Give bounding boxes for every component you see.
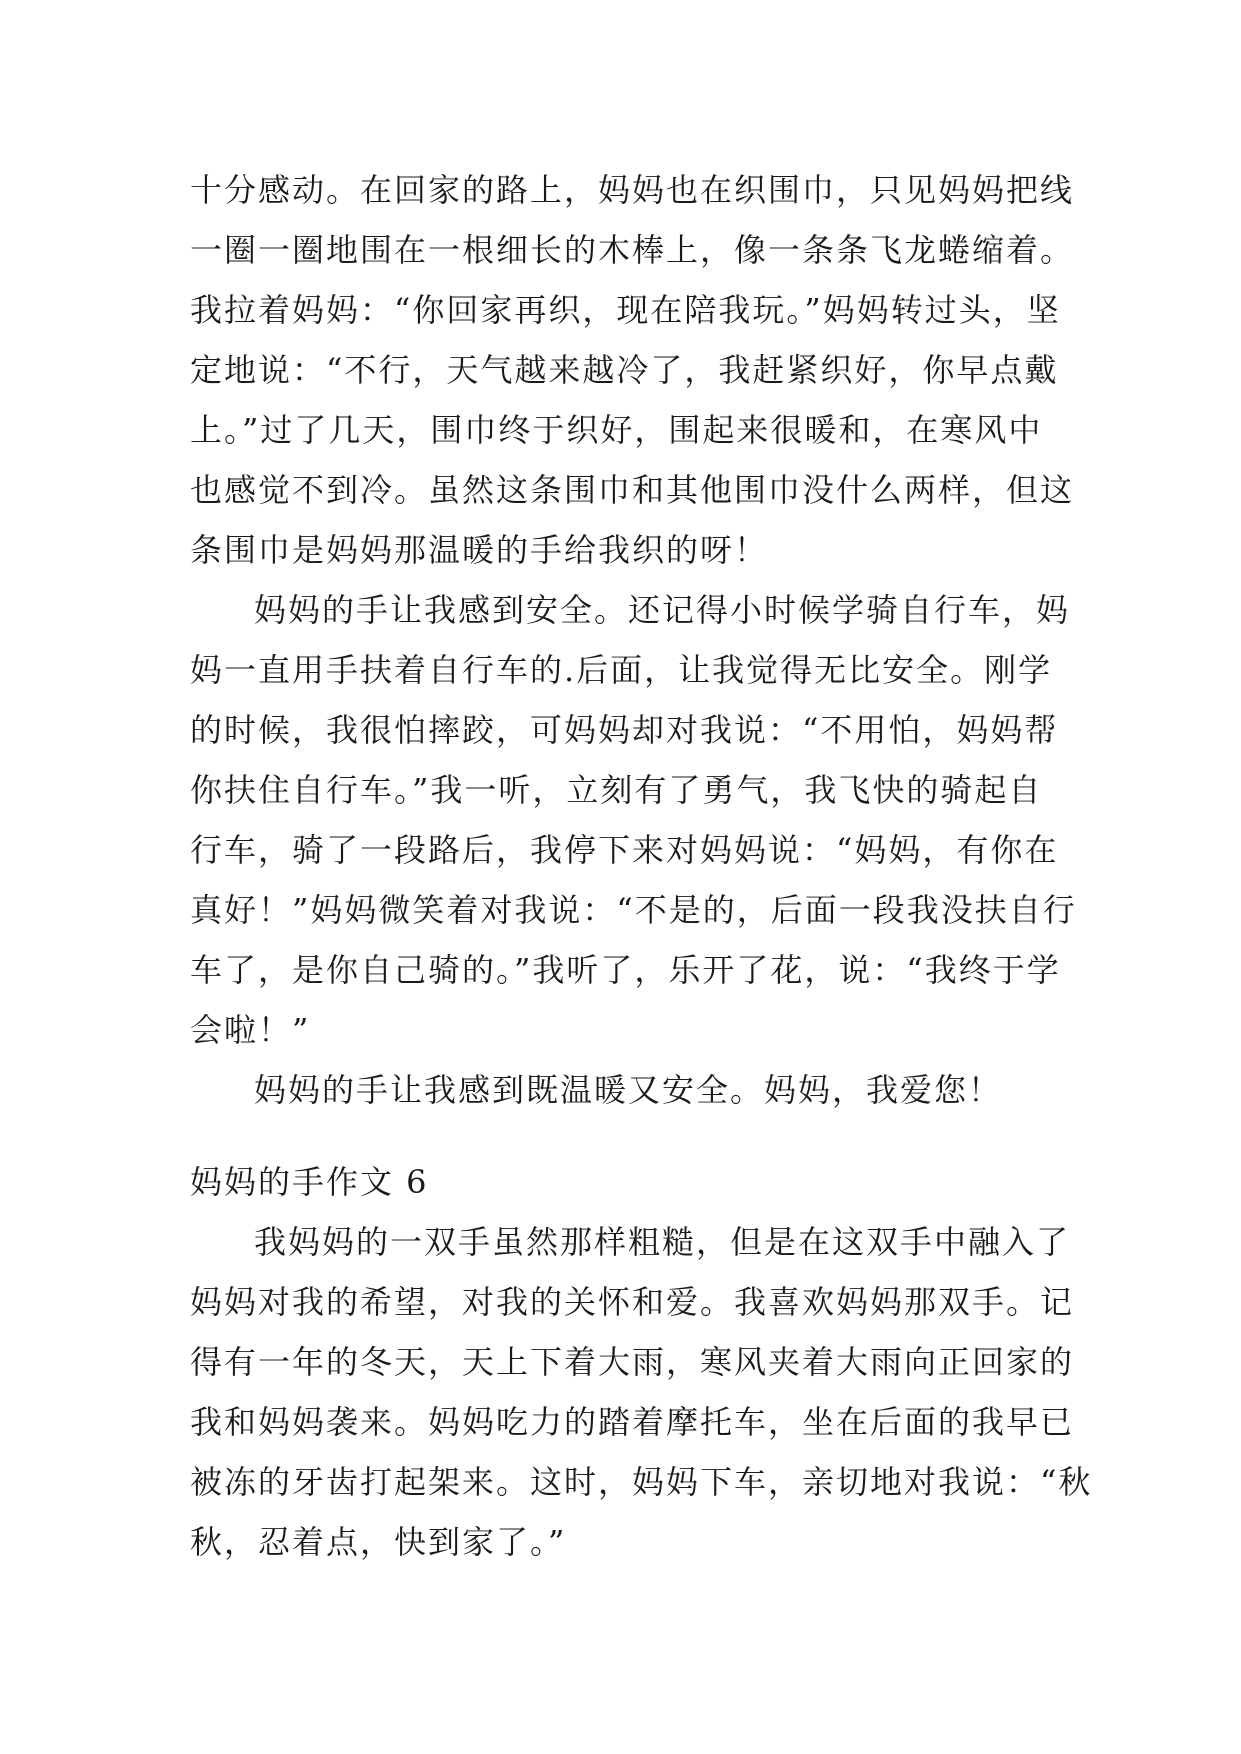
paragraph [190,580,1077,1060]
text-line: 得有一年的冬天，天上下着大雨，寒风夹着大雨向正回家的 [190,1343,1075,1381]
text-line: 被冻的牙齿打起架来。这时，妈妈下车，亲切地对我说：“秋 [190,1463,1093,1501]
paragraph [190,1212,1093,1572]
text-line: 你扶住自行车。”我一听，立刻有了勇气，我飞快的骑起自 [190,771,1043,809]
text-line: 妈一直用手扶着自行车的.后面，让我觉得无比安全。刚学 [190,651,1053,689]
text-line: 妈妈的手让我感到安全。还记得小时候学骑自行车，妈 [254,591,1071,629]
text-line: 也感觉不到冷。虽然这条围巾和其他围巾没什么两样，但这 [190,471,1075,509]
text-line: 的时候，我很怕摔跤，可妈妈却对我说：“不用怕，妈妈帮 [190,711,1059,749]
text-line: 一圈一圈地围在一根细长的木棒上，像一条条飞龙蜷缩着。 [190,231,1075,269]
text-line: 我和妈妈袭来。妈妈吃力的踏着摩托车，坐在后面的我早已 [190,1403,1075,1441]
text-line: 妈妈的手让我感到既温暖又安全。妈妈，我爱您！ [254,1071,1003,1109]
text-line: 我拉着妈妈：“你回家再织，现在陪我玩。”妈妈转过头，坚 [190,291,1061,329]
text-line: 我妈妈的一双手虽然那样粗糙，但是在这双手中融入了 [254,1223,1071,1261]
paragraph [190,160,1075,580]
text-line: 会啦！” [190,1011,311,1049]
text-line: 妈妈对我的希望，对我的关怀和爱。我喜欢妈妈那双手。记 [190,1283,1075,1321]
text-line: 真好！”妈妈微笑着对我说：“不是的，后面一段我没扶自行 [190,891,1077,929]
essay-section-two [190,1212,1093,1572]
text-line: 定地说：“不行，天气越来越冷了，我赶紧织好，你早点戴 [190,351,1059,389]
essay-section-one [190,160,1077,1120]
text-line: 上。”过了几天，围巾终于织好，围起来很暖和，在寒风中 [190,411,1043,449]
text-line: 秋，忍着点，快到家了。” [190,1523,567,1561]
text-line: 车了，是你自己骑的。”我听了，乐开了花，说：“我终于学 [190,951,1061,989]
paragraph [190,1060,1070,1120]
text-line: 十分感动。在回家的路上，妈妈也在织围巾，只见妈妈把线 [190,171,1075,209]
text-line: 条围巾是妈妈那温暖的手给我织的呀！ [190,531,769,569]
text-line: 行车，骑了一段路后，我停下来对妈妈说：“妈妈，有你在 [190,831,1059,869]
essay-title: 妈妈的手作文 6 [190,1163,429,1201]
